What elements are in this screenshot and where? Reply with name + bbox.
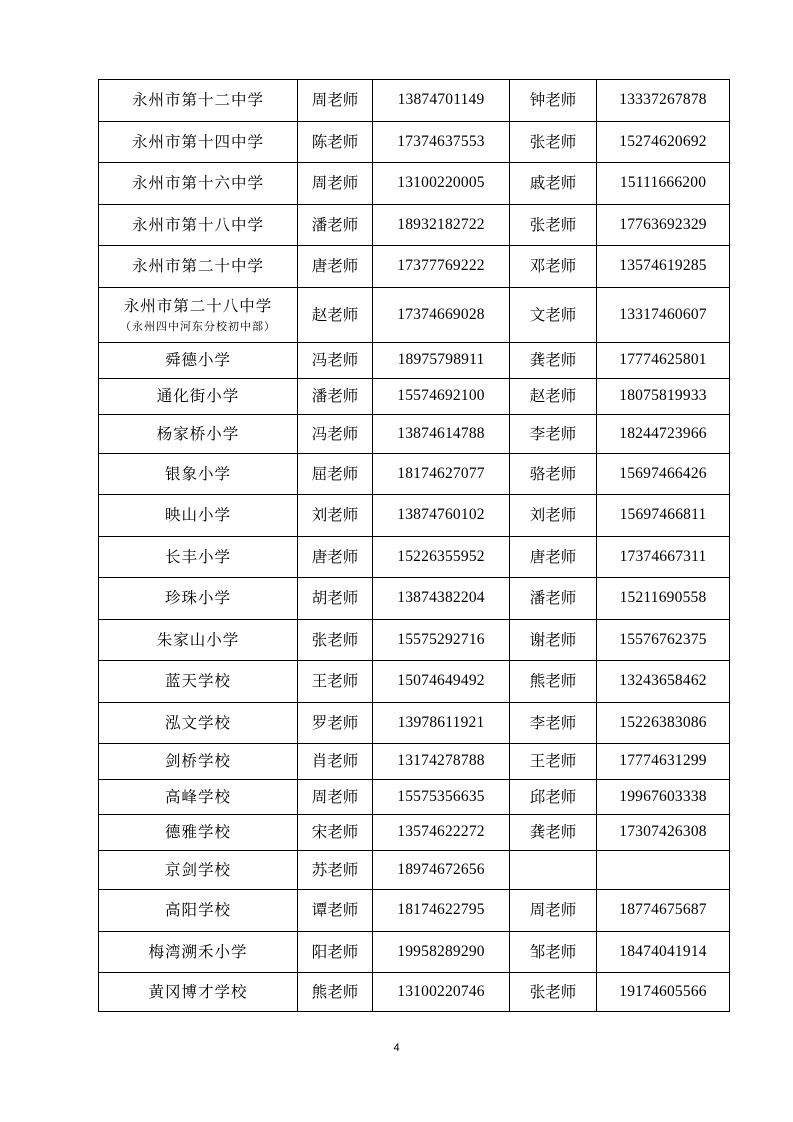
secondary-phone-cell: 15211690558	[597, 578, 730, 620]
secondary-contact-name-cell: 刘老师	[510, 495, 597, 537]
school-name-cell: 永州市第十二中学	[99, 80, 298, 122]
secondary-contact-name-cell: 龚老师	[510, 343, 597, 379]
school-name-cell: 银象小学	[99, 454, 298, 495]
primary-phone-cell: 13978611921	[373, 703, 510, 744]
secondary-phone-cell: 15274620692	[597, 122, 730, 163]
primary-contact-name-cell: 屈老师	[298, 454, 373, 495]
secondary-contact-name-cell: 李老师	[510, 703, 597, 744]
school-name-cell: 永州市第二十中学	[99, 246, 298, 288]
school-name-cell: 泓文学校	[99, 703, 298, 744]
school-contact-table	[98, 79, 730, 1012]
school-name-cell: 永州市第二十八中学 （永州四中河东分校初中部）	[99, 288, 298, 343]
secondary-phone-cell: 19967603338	[597, 780, 730, 815]
secondary-contact-name-cell: 赵老师	[510, 379, 597, 415]
primary-contact-name-cell: 赵老师	[298, 288, 373, 343]
primary-phone-cell: 18174622795	[373, 890, 510, 932]
secondary-contact-name-cell: 张老师	[510, 973, 597, 1012]
secondary-contact-name-cell: 龚老师	[510, 815, 597, 851]
primary-phone-cell: 17374637553	[373, 122, 510, 163]
secondary-phone-cell: 17374667311	[597, 537, 730, 578]
secondary-contact-name-cell: 李老师	[510, 415, 597, 454]
primary-contact-name-cell: 肖老师	[298, 744, 373, 780]
primary-phone-cell: 13100220746	[373, 973, 510, 1012]
primary-contact-name-cell: 潘老师	[298, 205, 373, 246]
primary-phone-cell: 18932182722	[373, 205, 510, 246]
primary-contact-name-cell: 周老师	[298, 80, 373, 122]
primary-phone-cell: 13874382204	[373, 578, 510, 620]
secondary-phone-cell: 17774631299	[597, 744, 730, 780]
school-name-cell: 高峰学校	[99, 780, 298, 815]
table-row	[99, 80, 730, 122]
secondary-phone-cell	[597, 851, 730, 890]
table-row	[99, 744, 730, 780]
primary-contact-name-cell: 周老师	[298, 780, 373, 815]
secondary-contact-name-cell: 邹老师	[510, 932, 597, 973]
school-name-cell: 舜德小学	[99, 343, 298, 379]
primary-phone-cell: 13874701149	[373, 80, 510, 122]
primary-contact-name-cell: 潘老师	[298, 379, 373, 415]
school-subtitle: （永州四中河东分校初中部）	[120, 319, 276, 333]
primary-contact-name-cell: 阳老师	[298, 932, 373, 973]
primary-contact-name-cell: 宋老师	[298, 815, 373, 851]
secondary-contact-name-cell: 谢老师	[510, 620, 597, 661]
primary-contact-name-cell: 苏老师	[298, 851, 373, 890]
secondary-phone-cell: 18774675687	[597, 890, 730, 932]
primary-phone-cell: 19958289290	[373, 932, 510, 973]
secondary-phone-cell: 15697466426	[597, 454, 730, 495]
school-name-cell: 朱家山小学	[99, 620, 298, 661]
school-name-cell: 京剑学校	[99, 851, 298, 890]
primary-contact-name-cell: 冯老师	[298, 343, 373, 379]
primary-phone-cell: 17377769222	[373, 246, 510, 288]
secondary-phone-cell: 17774625801	[597, 343, 730, 379]
school-name-cell: 黄冈博才学校	[99, 973, 298, 1012]
table-row	[99, 780, 730, 815]
secondary-contact-name-cell: 戚老师	[510, 163, 597, 205]
secondary-contact-name-cell: 潘老师	[510, 578, 597, 620]
table-row	[99, 379, 730, 415]
primary-phone-cell: 13174278788	[373, 744, 510, 780]
primary-contact-name-cell: 刘老师	[298, 495, 373, 537]
primary-phone-cell: 13874614788	[373, 415, 510, 454]
table-row	[99, 537, 730, 578]
table-body	[99, 80, 730, 1012]
primary-contact-name-cell: 陈老师	[298, 122, 373, 163]
school-name-cell: 映山小学	[99, 495, 298, 537]
table-row	[99, 815, 730, 851]
school-name-cell: 永州市第十六中学	[99, 163, 298, 205]
secondary-contact-name-cell: 张老师	[510, 122, 597, 163]
secondary-contact-name-cell: 熊老师	[510, 661, 597, 703]
primary-phone-cell: 18174627077	[373, 454, 510, 495]
primary-contact-name-cell: 谭老师	[298, 890, 373, 932]
secondary-contact-name-cell: 周老师	[510, 890, 597, 932]
secondary-phone-cell: 18244723966	[597, 415, 730, 454]
secondary-contact-name-cell: 王老师	[510, 744, 597, 780]
table-row	[99, 578, 730, 620]
table-row	[99, 495, 730, 537]
table-row	[99, 454, 730, 495]
table-row	[99, 343, 730, 379]
secondary-phone-cell: 17763692329	[597, 205, 730, 246]
school-name-cell: 高阳学校	[99, 890, 298, 932]
secondary-contact-name-cell: 邱老师	[510, 780, 597, 815]
school-name-cell: 杨家桥小学	[99, 415, 298, 454]
table-row	[99, 890, 730, 932]
primary-contact-name-cell: 胡老师	[298, 578, 373, 620]
page-number: 4	[393, 1042, 400, 1054]
table-row	[99, 122, 730, 163]
primary-phone-cell: 15575356635	[373, 780, 510, 815]
school-name-cell: 梅湾溯禾小学	[99, 932, 298, 973]
primary-contact-name-cell: 周老师	[298, 163, 373, 205]
table-row	[99, 661, 730, 703]
school-name-cell: 永州市第十四中学	[99, 122, 298, 163]
secondary-phone-cell: 15226383086	[597, 703, 730, 744]
primary-contact-name-cell: 唐老师	[298, 537, 373, 578]
primary-phone-cell: 15226355952	[373, 537, 510, 578]
secondary-contact-name-cell: 骆老师	[510, 454, 597, 495]
secondary-contact-name-cell: 邓老师	[510, 246, 597, 288]
secondary-contact-name-cell	[510, 851, 597, 890]
table-row	[99, 620, 730, 661]
primary-contact-name-cell: 王老师	[298, 661, 373, 703]
secondary-phone-cell: 13243658462	[597, 661, 730, 703]
secondary-phone-cell: 18075819933	[597, 379, 730, 415]
primary-phone-cell: 13100220005	[373, 163, 510, 205]
primary-phone-cell: 18974672656	[373, 851, 510, 890]
school-name-cell: 永州市第十八中学	[99, 205, 298, 246]
secondary-contact-name-cell: 文老师	[510, 288, 597, 343]
school-name-cell: 剑桥学校	[99, 744, 298, 780]
table-row	[99, 163, 730, 205]
secondary-phone-cell: 13337267878	[597, 80, 730, 122]
table-row	[99, 932, 730, 973]
table-row	[99, 851, 730, 890]
secondary-contact-name-cell: 张老师	[510, 205, 597, 246]
primary-contact-name-cell: 张老师	[298, 620, 373, 661]
primary-phone-cell: 15574692100	[373, 379, 510, 415]
primary-phone-cell: 13574622272	[373, 815, 510, 851]
primary-phone-cell: 13874760102	[373, 495, 510, 537]
secondary-phone-cell: 19174605566	[597, 973, 730, 1012]
table-row	[99, 415, 730, 454]
table-row	[99, 205, 730, 246]
primary-phone-cell: 17374669028	[373, 288, 510, 343]
secondary-contact-name-cell: 钟老师	[510, 80, 597, 122]
school-name-cell: 珍珠小学	[99, 578, 298, 620]
secondary-phone-cell: 15576762375	[597, 620, 730, 661]
primary-contact-name-cell: 熊老师	[298, 973, 373, 1012]
secondary-phone-cell: 13317460607	[597, 288, 730, 343]
primary-phone-cell: 15575292716	[373, 620, 510, 661]
secondary-contact-name-cell: 唐老师	[510, 537, 597, 578]
secondary-phone-cell: 15697466811	[597, 495, 730, 537]
table-row	[99, 288, 730, 343]
table-row	[99, 246, 730, 288]
primary-phone-cell: 15074649492	[373, 661, 510, 703]
primary-phone-cell: 18975798911	[373, 343, 510, 379]
primary-contact-name-cell: 冯老师	[298, 415, 373, 454]
primary-contact-name-cell: 罗老师	[298, 703, 373, 744]
table-row	[99, 703, 730, 744]
school-name-cell: 蓝天学校	[99, 661, 298, 703]
school-name-cell: 德雅学校	[99, 815, 298, 851]
secondary-phone-cell: 17307426308	[597, 815, 730, 851]
primary-contact-name-cell: 唐老师	[298, 246, 373, 288]
secondary-phone-cell: 15111666200	[597, 163, 730, 205]
school-name-cell: 通化街小学	[99, 379, 298, 415]
school-name-cell: 长丰小学	[99, 537, 298, 578]
table-row	[99, 973, 730, 1012]
secondary-phone-cell: 13574619285	[597, 246, 730, 288]
secondary-phone-cell: 18474041914	[597, 932, 730, 973]
